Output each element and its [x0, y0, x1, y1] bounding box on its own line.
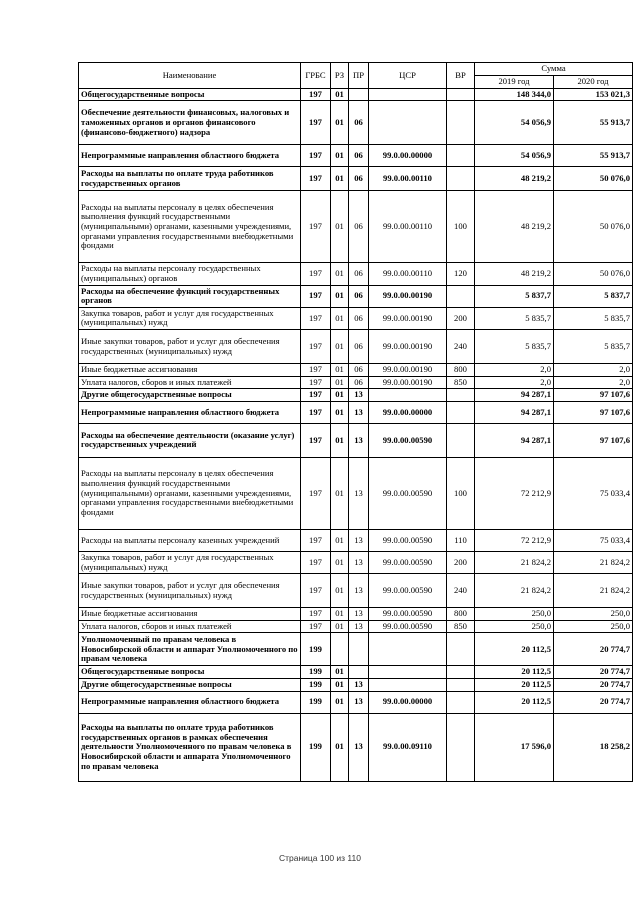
row-sum-2020: 153 021,3 — [554, 88, 633, 101]
row-rz: 01 — [331, 620, 349, 633]
row-csr — [369, 101, 447, 145]
row-grbs: 197 — [301, 263, 331, 285]
row-vr: 850 — [447, 376, 475, 389]
row-sum-2020: 75 033,4 — [554, 457, 633, 529]
row-sum-2020: 97 107,6 — [554, 389, 633, 402]
row-grbs: 197 — [301, 620, 331, 633]
row-grbs: 199 — [301, 679, 331, 692]
row-pr: 13 — [349, 423, 369, 457]
row-vr — [447, 167, 475, 191]
row-sum-2019: 20 112,5 — [475, 691, 554, 713]
row-rz: 01 — [331, 167, 349, 191]
row-pr: 13 — [349, 529, 369, 551]
row-csr: 99.0.00.00590 — [369, 608, 447, 621]
row-pr: 06 — [349, 263, 369, 285]
row-csr: 99.0.00.00590 — [369, 620, 447, 633]
row-name: Расходы на выплаты персоналу в целях обеспечения выполнения функций государственными (муниципальными) органами, казенными учреждениями, органами управления государственными внебюджетными фондами — [79, 191, 301, 263]
row-sum-2020: 97 107,6 — [554, 423, 633, 457]
row-rz: 01 — [331, 679, 349, 692]
row-pr: 13 — [349, 608, 369, 621]
row-sum-2019: 94 287,1 — [475, 389, 554, 402]
row-grbs: 199 — [301, 633, 331, 666]
row-pr: 13 — [349, 389, 369, 402]
row-name: Расходы на выплаты по оплате труда работников государственных органов в рамках обеспечения деятельности Уполномоченного по правам человека в Новосибирской области и аппарата Уполномоченного по правам человека — [79, 713, 301, 781]
table-row — [79, 620, 633, 633]
row-rz — [331, 633, 349, 666]
row-pr: 06 — [349, 364, 369, 377]
table-row — [79, 691, 633, 713]
row-name: Уплата налогов, сборов и иных платежей — [79, 620, 301, 633]
table-row — [79, 551, 633, 573]
row-vr: 240 — [447, 574, 475, 608]
row-grbs: 199 — [301, 713, 331, 781]
row-vr: 240 — [447, 330, 475, 364]
header-year-2019: 2019 год — [475, 76, 554, 89]
row-pr — [349, 633, 369, 666]
row-sum-2019: 54 056,9 — [475, 101, 554, 145]
row-sum-2019: 5 835,7 — [475, 307, 554, 329]
row-rz: 01 — [331, 691, 349, 713]
row-pr — [349, 666, 369, 679]
table-row — [79, 401, 633, 423]
row-sum-2020: 55 913,7 — [554, 145, 633, 167]
row-rz: 01 — [331, 145, 349, 167]
row-vr — [447, 691, 475, 713]
row-name: Расходы на обеспечение деятельности (оказание услуг) государственных учреждений — [79, 423, 301, 457]
row-name: Непрограммные направления областного бюджета — [79, 691, 301, 713]
row-vr: 800 — [447, 364, 475, 377]
row-csr: 99.0.00.00000 — [369, 401, 447, 423]
row-grbs: 197 — [301, 376, 331, 389]
table-row — [79, 88, 633, 101]
row-sum-2019: 250,0 — [475, 620, 554, 633]
table-row — [79, 376, 633, 389]
row-sum-2019: 21 824,2 — [475, 574, 554, 608]
row-sum-2020: 50 076,0 — [554, 191, 633, 263]
table-row — [79, 529, 633, 551]
row-sum-2020: 50 076,0 — [554, 263, 633, 285]
row-pr: 06 — [349, 376, 369, 389]
row-sum-2020: 5 837,7 — [554, 285, 633, 307]
table-row — [79, 364, 633, 377]
row-grbs: 197 — [301, 307, 331, 329]
table-row — [79, 191, 633, 263]
row-vr: 100 — [447, 457, 475, 529]
row-sum-2020: 97 107,6 — [554, 401, 633, 423]
row-name: Непрограммные направления областного бюджета — [79, 145, 301, 167]
row-vr — [447, 88, 475, 101]
row-rz: 01 — [331, 263, 349, 285]
row-csr: 99.0.00.00000 — [369, 691, 447, 713]
row-rz: 01 — [331, 330, 349, 364]
table-row — [79, 608, 633, 621]
row-name: Расходы на обеспечение функций государственных органов — [79, 285, 301, 307]
row-pr: 13 — [349, 620, 369, 633]
row-name: Иные закупки товаров, работ и услуг для обеспечения государственных (муниципальных) нужд — [79, 330, 301, 364]
row-csr — [369, 679, 447, 692]
row-name: Иные бюджетные ассигнования — [79, 608, 301, 621]
table-row — [79, 101, 633, 145]
row-sum-2020: 18 258,2 — [554, 713, 633, 781]
row-sum-2020: 55 913,7 — [554, 101, 633, 145]
row-sum-2019: 48 219,2 — [475, 167, 554, 191]
row-sum-2019: 250,0 — [475, 608, 554, 621]
row-vr — [447, 285, 475, 307]
row-sum-2020: 21 824,2 — [554, 574, 633, 608]
row-name: Расходы на выплаты персоналу в целях обеспечения выполнения функций государственными (муниципальными) органами, казенными учреждениями, органами управления государственными внебюджетными фондами — [79, 457, 301, 529]
row-sum-2019: 72 212,9 — [475, 457, 554, 529]
header-csr: ЦСР — [369, 63, 447, 89]
row-name: Общегосударственные вопросы — [79, 88, 301, 101]
row-sum-2020: 21 824,2 — [554, 551, 633, 573]
row-csr: 99.0.00.09110 — [369, 713, 447, 781]
row-csr: 99.0.00.00190 — [369, 285, 447, 307]
row-pr: 06 — [349, 101, 369, 145]
table-row — [79, 457, 633, 529]
row-vr: 110 — [447, 529, 475, 551]
row-name: Расходы на выплаты персоналу государственных (муниципальных) органов — [79, 263, 301, 285]
row-sum-2019: 20 112,5 — [475, 633, 554, 666]
row-vr — [447, 666, 475, 679]
row-csr: 99.0.00.00590 — [369, 574, 447, 608]
row-vr: 850 — [447, 620, 475, 633]
row-rz: 01 — [331, 423, 349, 457]
table-row — [79, 145, 633, 167]
row-csr — [369, 88, 447, 101]
header-year-2020: 2020 год — [554, 76, 633, 89]
row-grbs: 197 — [301, 285, 331, 307]
row-pr — [349, 88, 369, 101]
row-vr: 200 — [447, 307, 475, 329]
row-rz: 01 — [331, 713, 349, 781]
row-pr: 13 — [349, 679, 369, 692]
row-grbs: 199 — [301, 666, 331, 679]
row-sum-2020: 50 076,0 — [554, 167, 633, 191]
row-sum-2019: 17 596,0 — [475, 713, 554, 781]
row-csr: 99.0.00.00190 — [369, 330, 447, 364]
row-rz: 01 — [331, 307, 349, 329]
header-sum: Сумма — [475, 63, 633, 76]
row-grbs: 197 — [301, 551, 331, 573]
row-sum-2019: 2,0 — [475, 364, 554, 377]
row-rz: 01 — [331, 88, 349, 101]
row-sum-2019: 20 112,5 — [475, 679, 554, 692]
row-csr: 99.0.00.00590 — [369, 457, 447, 529]
row-sum-2020: 20 774,7 — [554, 666, 633, 679]
row-grbs: 197 — [301, 389, 331, 402]
row-rz: 01 — [331, 101, 349, 145]
row-rz: 01 — [331, 551, 349, 573]
row-grbs: 197 — [301, 145, 331, 167]
row-name: Закупка товаров, работ и услуг для государственных (муниципальных) нужд — [79, 551, 301, 573]
row-vr: 120 — [447, 263, 475, 285]
row-pr: 13 — [349, 574, 369, 608]
row-rz: 01 — [331, 457, 349, 529]
row-vr: 100 — [447, 191, 475, 263]
row-sum-2020: 20 774,7 — [554, 679, 633, 692]
row-sum-2020: 250,0 — [554, 608, 633, 621]
table-row — [79, 633, 633, 666]
row-vr: 800 — [447, 608, 475, 621]
row-vr — [447, 145, 475, 167]
row-rz: 01 — [331, 376, 349, 389]
row-rz: 01 — [331, 666, 349, 679]
table-row — [79, 713, 633, 781]
table-row — [79, 285, 633, 307]
row-csr — [369, 633, 447, 666]
row-sum-2019: 21 824,2 — [475, 551, 554, 573]
row-csr: 99.0.00.00590 — [369, 423, 447, 457]
table-row — [79, 330, 633, 364]
row-pr: 06 — [349, 307, 369, 329]
row-vr — [447, 423, 475, 457]
row-rz: 01 — [331, 529, 349, 551]
table-row — [79, 574, 633, 608]
row-sum-2019: 20 112,5 — [475, 666, 554, 679]
row-csr — [369, 666, 447, 679]
row-grbs: 197 — [301, 167, 331, 191]
row-grbs: 197 — [301, 191, 331, 263]
row-sum-2020: 20 774,7 — [554, 691, 633, 713]
row-pr: 06 — [349, 285, 369, 307]
row-csr — [369, 389, 447, 402]
row-csr: 99.0.00.00590 — [369, 529, 447, 551]
row-sum-2019: 48 219,2 — [475, 263, 554, 285]
row-sum-2020: 250,0 — [554, 620, 633, 633]
row-pr: 06 — [349, 167, 369, 191]
row-name: Уплата налогов, сборов и иных платежей — [79, 376, 301, 389]
row-grbs: 197 — [301, 608, 331, 621]
row-pr: 13 — [349, 713, 369, 781]
row-rz: 01 — [331, 285, 349, 307]
row-csr: 99.0.00.00190 — [369, 376, 447, 389]
row-vr — [447, 101, 475, 145]
row-csr: 99.0.00.00190 — [369, 307, 447, 329]
row-name: Расходы на выплаты персоналу казенных учреждений — [79, 529, 301, 551]
table-row — [79, 389, 633, 402]
row-csr: 99.0.00.00590 — [369, 551, 447, 573]
row-csr: 99.0.00.00110 — [369, 263, 447, 285]
row-rz: 01 — [331, 401, 349, 423]
row-csr: 99.0.00.00110 — [369, 167, 447, 191]
row-rz: 01 — [331, 364, 349, 377]
page-footer: Страница 100 из 110 — [279, 853, 361, 863]
row-name: Общегосударственные вопросы — [79, 666, 301, 679]
table-row — [79, 307, 633, 329]
row-sum-2019: 94 287,1 — [475, 423, 554, 457]
row-name: Непрограммные направления областного бюджета — [79, 401, 301, 423]
row-grbs: 197 — [301, 401, 331, 423]
row-grbs: 197 — [301, 364, 331, 377]
row-csr: 99.0.00.00190 — [369, 364, 447, 377]
row-csr: 99.0.00.00110 — [369, 191, 447, 263]
row-csr: 99.0.00.00000 — [369, 145, 447, 167]
row-sum-2020: 5 835,7 — [554, 330, 633, 364]
row-sum-2019: 148 344,0 — [475, 88, 554, 101]
row-pr: 13 — [349, 691, 369, 713]
row-vr: 200 — [447, 551, 475, 573]
header-rz: РЗ — [331, 63, 349, 89]
row-sum-2020: 2,0 — [554, 376, 633, 389]
table-row — [79, 666, 633, 679]
header-grbs: ГРБС — [301, 63, 331, 89]
row-pr: 13 — [349, 401, 369, 423]
header-name: Наименование — [79, 63, 301, 89]
row-sum-2020: 2,0 — [554, 364, 633, 377]
row-name: Иные закупки товаров, работ и услуг для обеспечения государственных (муниципальных) нужд — [79, 574, 301, 608]
row-sum-2019: 5 835,7 — [475, 330, 554, 364]
row-grbs: 197 — [301, 574, 331, 608]
row-sum-2019: 2,0 — [475, 376, 554, 389]
table-row — [79, 423, 633, 457]
row-pr: 13 — [349, 551, 369, 573]
row-sum-2019: 48 219,2 — [475, 191, 554, 263]
row-sum-2020: 5 835,7 — [554, 307, 633, 329]
table-row — [79, 679, 633, 692]
row-sum-2019: 54 056,9 — [475, 145, 554, 167]
row-grbs: 197 — [301, 423, 331, 457]
budget-table — [78, 62, 633, 782]
row-grbs: 197 — [301, 457, 331, 529]
row-pr: 06 — [349, 191, 369, 263]
row-name: Обеспечение деятельности финансовых, налоговых и таможенных органов и органов финансового (финансово-бюджетного) надзора — [79, 101, 301, 145]
table-header — [79, 63, 633, 89]
row-name: Уполномоченный по правам человека в Новосибирской области и аппарат Уполномоченного по правам человека — [79, 633, 301, 666]
table-row — [79, 263, 633, 285]
row-vr — [447, 389, 475, 402]
header-pr: ПР — [349, 63, 369, 89]
row-sum-2020: 20 774,7 — [554, 633, 633, 666]
row-grbs: 199 — [301, 691, 331, 713]
row-rz: 01 — [331, 389, 349, 402]
table-body — [79, 88, 633, 781]
row-pr: 13 — [349, 457, 369, 529]
row-name: Расходы на выплаты по оплате труда работников государственных органов — [79, 167, 301, 191]
row-name: Другие общегосударственные вопросы — [79, 389, 301, 402]
row-grbs: 197 — [301, 88, 331, 101]
row-name: Другие общегосударственные вопросы — [79, 679, 301, 692]
row-rz: 01 — [331, 574, 349, 608]
row-pr: 06 — [349, 330, 369, 364]
row-sum-2019: 72 212,9 — [475, 529, 554, 551]
row-name: Закупка товаров, работ и услуг для государственных (муниципальных) нужд — [79, 307, 301, 329]
row-grbs: 197 — [301, 101, 331, 145]
row-sum-2020: 75 033,4 — [554, 529, 633, 551]
row-sum-2019: 94 287,1 — [475, 401, 554, 423]
row-sum-2019: 5 837,7 — [475, 285, 554, 307]
table-row — [79, 167, 633, 191]
row-vr — [447, 401, 475, 423]
row-vr — [447, 679, 475, 692]
row-vr — [447, 713, 475, 781]
row-grbs: 197 — [301, 529, 331, 551]
row-name: Иные бюджетные ассигнования — [79, 364, 301, 377]
row-rz: 01 — [331, 191, 349, 263]
row-pr: 06 — [349, 145, 369, 167]
row-rz: 01 — [331, 608, 349, 621]
header-vr: ВР — [447, 63, 475, 89]
row-grbs: 197 — [301, 330, 331, 364]
row-vr — [447, 633, 475, 666]
